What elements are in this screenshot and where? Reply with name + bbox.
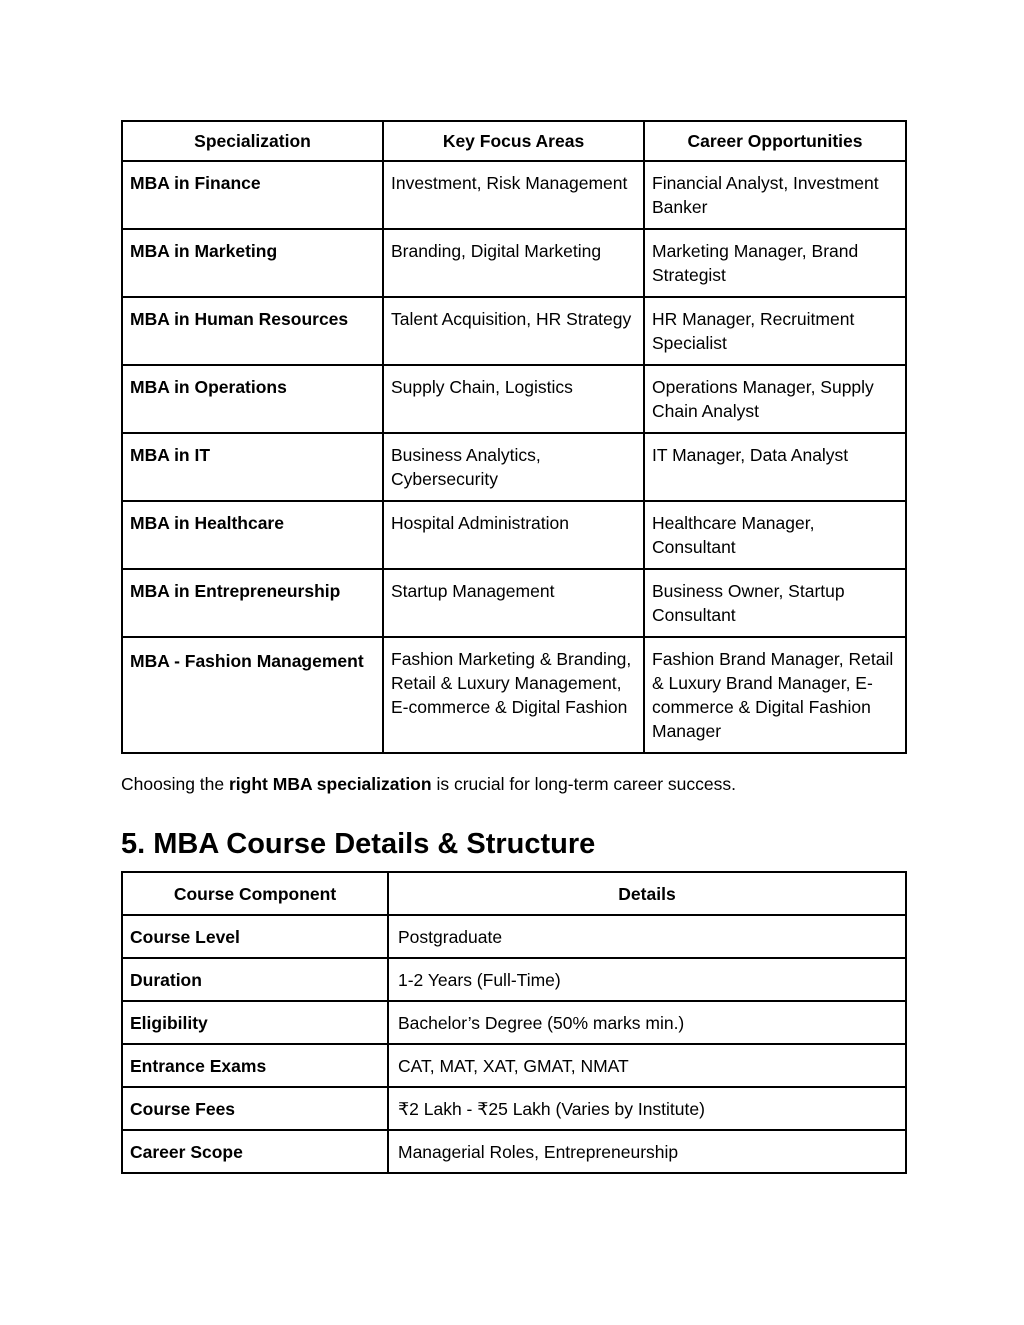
focus-cell: Fashion Marketing & Branding, Retail & Luxury Management, E-commerce & Digital Fashion — [383, 637, 644, 753]
table-row — [122, 958, 906, 1001]
table-row — [122, 569, 906, 637]
specialization-cell: MBA in Operations — [122, 365, 383, 433]
intro-text-end: is crucial for long-term career success. — [431, 774, 736, 794]
column-header-key-focus-areas: Key Focus Areas — [383, 121, 644, 161]
component-cell: Eligibility — [122, 1001, 388, 1044]
column-header-course-component: Course Component — [122, 872, 388, 915]
table-row — [122, 915, 906, 958]
careers-cell: IT Manager, Data Analyst — [644, 433, 906, 501]
table-row — [122, 365, 906, 433]
focus-cell: Startup Management — [383, 569, 644, 637]
careers-cell: HR Manager, Recruitment Specialist — [644, 297, 906, 365]
component-cell: Career Scope — [122, 1130, 388, 1173]
focus-cell: Business Analytics, Cybersecurity — [383, 433, 644, 501]
table-row — [122, 1001, 906, 1044]
focus-cell: Branding, Digital Marketing — [383, 229, 644, 297]
section-heading: 5. MBA Course Details & Structure — [121, 828, 596, 860]
table-row — [122, 1087, 906, 1130]
component-cell: Entrance Exams — [122, 1044, 388, 1087]
focus-cell: Supply Chain, Logistics — [383, 365, 644, 433]
specialization-cell: MBA in Human Resources — [122, 297, 383, 365]
details-cell: Postgraduate — [388, 915, 906, 958]
specialization-cell: MBA in IT — [122, 433, 383, 501]
column-header-details: Details — [388, 872, 906, 915]
column-header-specialization: Specialization — [122, 121, 383, 161]
course-details-table — [121, 871, 907, 1174]
specialization-cell: MBA in Marketing — [122, 229, 383, 297]
focus-cell: Investment, Risk Management — [383, 161, 644, 229]
details-cell: CAT, MAT, XAT, GMAT, NMAT — [388, 1044, 906, 1087]
component-cell: Duration — [122, 958, 388, 1001]
table-row — [122, 433, 906, 501]
table-header-row — [122, 872, 906, 915]
table-header-row — [122, 121, 906, 161]
component-cell: Course Level — [122, 915, 388, 958]
careers-cell: Financial Analyst, Investment Banker — [644, 161, 906, 229]
careers-cell: Healthcare Manager, Consultant — [644, 501, 906, 569]
focus-cell: Hospital Administration — [383, 501, 644, 569]
intro-text-start: Choosing the — [121, 774, 229, 794]
table-row — [122, 229, 906, 297]
table-row — [122, 1130, 906, 1173]
table-row — [122, 297, 906, 365]
details-cell: 1-2 Years (Full-Time) — [388, 958, 906, 1001]
specialization-cell: MBA in Finance — [122, 161, 383, 229]
details-cell: ₹2 Lakh - ₹25 Lakh (Varies by Institute) — [388, 1087, 906, 1130]
specialization-cell: MBA in Entrepreneurship — [122, 569, 383, 637]
specialization-cell: MBA - Fashion Management — [122, 637, 383, 753]
details-cell: Managerial Roles, Entrepreneurship — [388, 1130, 906, 1173]
table-row — [122, 501, 906, 569]
table-row — [122, 1044, 906, 1087]
careers-cell: Operations Manager, Supply Chain Analyst — [644, 365, 906, 433]
table-row — [122, 161, 906, 229]
intro-text-bold: right MBA specialization — [229, 774, 432, 794]
details-cell: Bachelor’s Degree (50% marks min.) — [388, 1001, 906, 1044]
careers-cell: Marketing Manager, Brand Strategist — [644, 229, 906, 297]
table-row — [122, 637, 906, 753]
component-cell: Course Fees — [122, 1087, 388, 1130]
intro-paragraph — [121, 772, 736, 796]
specialization-cell: MBA in Healthcare — [122, 501, 383, 569]
specialization-table — [121, 120, 907, 754]
focus-cell: Talent Acquisition, HR Strategy — [383, 297, 644, 365]
column-header-career-opportunities: Career Opportunities — [644, 121, 906, 161]
careers-cell: Business Owner, Startup Consultant — [644, 569, 906, 637]
careers-cell: Fashion Brand Manager, Retail & Luxury Brand Manager, E-commerce & Digital Fashion Manager — [644, 637, 906, 753]
